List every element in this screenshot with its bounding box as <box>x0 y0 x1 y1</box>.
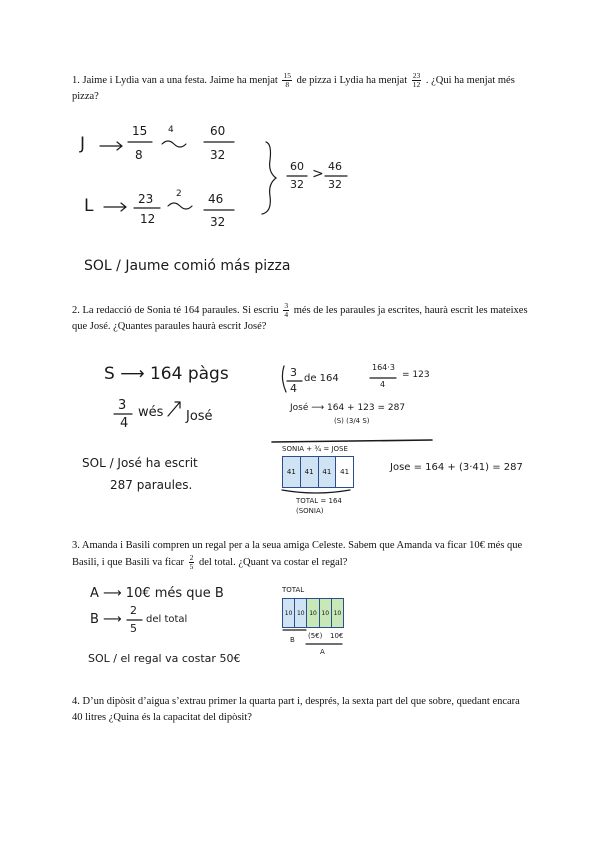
p2-frac-den: 4 <box>120 416 129 431</box>
p1-l-arrow <box>104 203 126 211</box>
p1-j-tilde <box>162 141 186 147</box>
p1-l-label: L <box>84 196 94 216</box>
p2-calc-mid: 164·3 <box>372 363 395 372</box>
p2-bar-cell: 41 <box>319 457 337 487</box>
fraction-15-8: $\frac{15}{8}$ <box>283 71 291 89</box>
p1-l-res-num: 46 <box>208 192 224 206</box>
p1-solution: SOL / Jaume comió más pizza <box>84 258 291 274</box>
p2-calc-den: 4 <box>290 382 297 395</box>
p3-bar-cell: 10 <box>332 599 343 627</box>
p2-bar-total: TOTAL = 164 <box>296 497 342 505</box>
p2-separator <box>272 440 432 442</box>
p1-cmp-left-num: 60 <box>290 160 304 173</box>
problem-1-text-c: . ¿Qui ha menjat més pizza? <box>72 74 515 102</box>
problem-3-text-b: del total. ¿Quant va costar el regal? <box>198 556 348 568</box>
p2-solution-2: 287 paraules. <box>110 478 193 492</box>
p3-bar-cell: 10 <box>283 599 295 627</box>
p2-jose-eq: Jose = 164 + (3·41) = 287 <box>390 462 523 473</box>
p2-calc-of: de 164 <box>304 373 339 384</box>
p2-calc-eq: = 123 <box>402 370 430 380</box>
p1-j-res-num: 60 <box>210 124 226 138</box>
p3-a-line: A ⟶ 10€ més que B <box>90 586 224 601</box>
fraction-23-12: $\frac{23}{12}$ <box>412 71 421 89</box>
p2-calc-brace <box>282 366 286 392</box>
p1-j-arrow <box>100 142 122 150</box>
p2-jose-sub: (S) (3/4 S) <box>334 417 370 425</box>
p2-bar-cell: 41 <box>336 457 353 487</box>
p2-s-line: S ⟶ 164 pàgs <box>104 364 229 384</box>
p1-l-mult: 2 <box>176 189 182 199</box>
p3-bar-cell: 10 <box>295 599 307 627</box>
problem-1-text-a: 1. Jaime i Lydia van a una festa. Jaime ha menjat <box>72 74 278 86</box>
problem-1-text-b: de pizza i Lydia ha menjat <box>296 74 408 86</box>
problem-4-text-a: 4. D’un dipòsit d’aigua s’extrau primer la quarta part i, després, la sexta part del que sobre, quedant encara 40 litres ¿Quina és la capacitat del dipòsit? <box>72 696 520 723</box>
p1-j-den: 8 <box>135 148 143 162</box>
p2-bar-cell: 41 <box>301 457 319 487</box>
p3-b-den: 5 <box>130 622 137 635</box>
p2-bar-sonia: (SONIA) <box>296 507 324 515</box>
p2-jose: José <box>186 409 213 424</box>
p3-below-right: 10€ <box>330 632 344 640</box>
p1-cmp-sign: > <box>312 166 324 182</box>
p1-cmp-right-den: 32 <box>328 178 342 191</box>
p3-bar-cell: 10 <box>320 599 332 627</box>
p3-below-b: B <box>290 636 295 644</box>
p1-l-res-den: 32 <box>210 215 226 229</box>
p1-j-res-den: 32 <box>210 148 226 162</box>
p1-j-num: 15 <box>132 124 148 138</box>
p2-bar-brace <box>282 490 350 493</box>
p1-cmp-left-den: 32 <box>290 178 304 191</box>
p3-b-label: B ⟶ <box>90 612 122 627</box>
p1-l-num: 23 <box>138 192 154 206</box>
p1-brace <box>262 142 276 214</box>
fraction-2-5: $\frac{2}{5}$ <box>189 553 194 571</box>
p1-l-tilde <box>168 203 192 209</box>
p2-calc-num: 3 <box>290 366 297 379</box>
p3-solution: SOL / el regal va costar 50€ <box>88 652 241 665</box>
p2-bar-cell: 41 <box>283 457 301 487</box>
p2-calc-mid-den: 4 <box>380 380 386 389</box>
fraction-3-4: $\frac{3}{4}$ <box>284 301 289 319</box>
p3-b-text: del total <box>146 614 188 625</box>
p3-total-label: TOTAL <box>282 586 305 594</box>
p2-small-arrow <box>168 402 180 416</box>
p2-frac-num: 3 <box>118 398 127 413</box>
p2-solution-1: SOL / José ha escrit <box>82 456 198 470</box>
p3-b-num: 2 <box>130 604 137 617</box>
problem-2-text-b: més de les paraules ja escrites, haurà escrit les mateixes que José. ¿Quantes paraules haurà escrit José? <box>72 304 528 332</box>
p1-cmp-right-num: 46 <box>328 160 342 173</box>
problem-3-text-a: 3. Amanda i Basili compren un regal per a la seua amiga Celeste. Sabem que Amanda va ficar 10€ més que Basili, i que Basili va ficar <box>72 540 523 568</box>
p3-bar-cell: 10 <box>307 599 319 627</box>
p1-j-mult: 4 <box>168 125 174 135</box>
p2-mes: wés <box>138 405 164 420</box>
p3-below-mid: (5€) <box>308 632 323 640</box>
p2-jose-line: José ⟶ 164 + 123 = 287 <box>290 403 406 413</box>
p1-j-label: J <box>80 134 86 154</box>
problem-2-text-a: 2. La redacció de Sonia té 164 paraules. Si escriu <box>72 304 279 316</box>
p2-bar-label: SONIA + ¾ = JOSE <box>282 445 348 453</box>
p3-below-a: A <box>320 648 325 656</box>
p1-l-den: 12 <box>140 212 156 226</box>
